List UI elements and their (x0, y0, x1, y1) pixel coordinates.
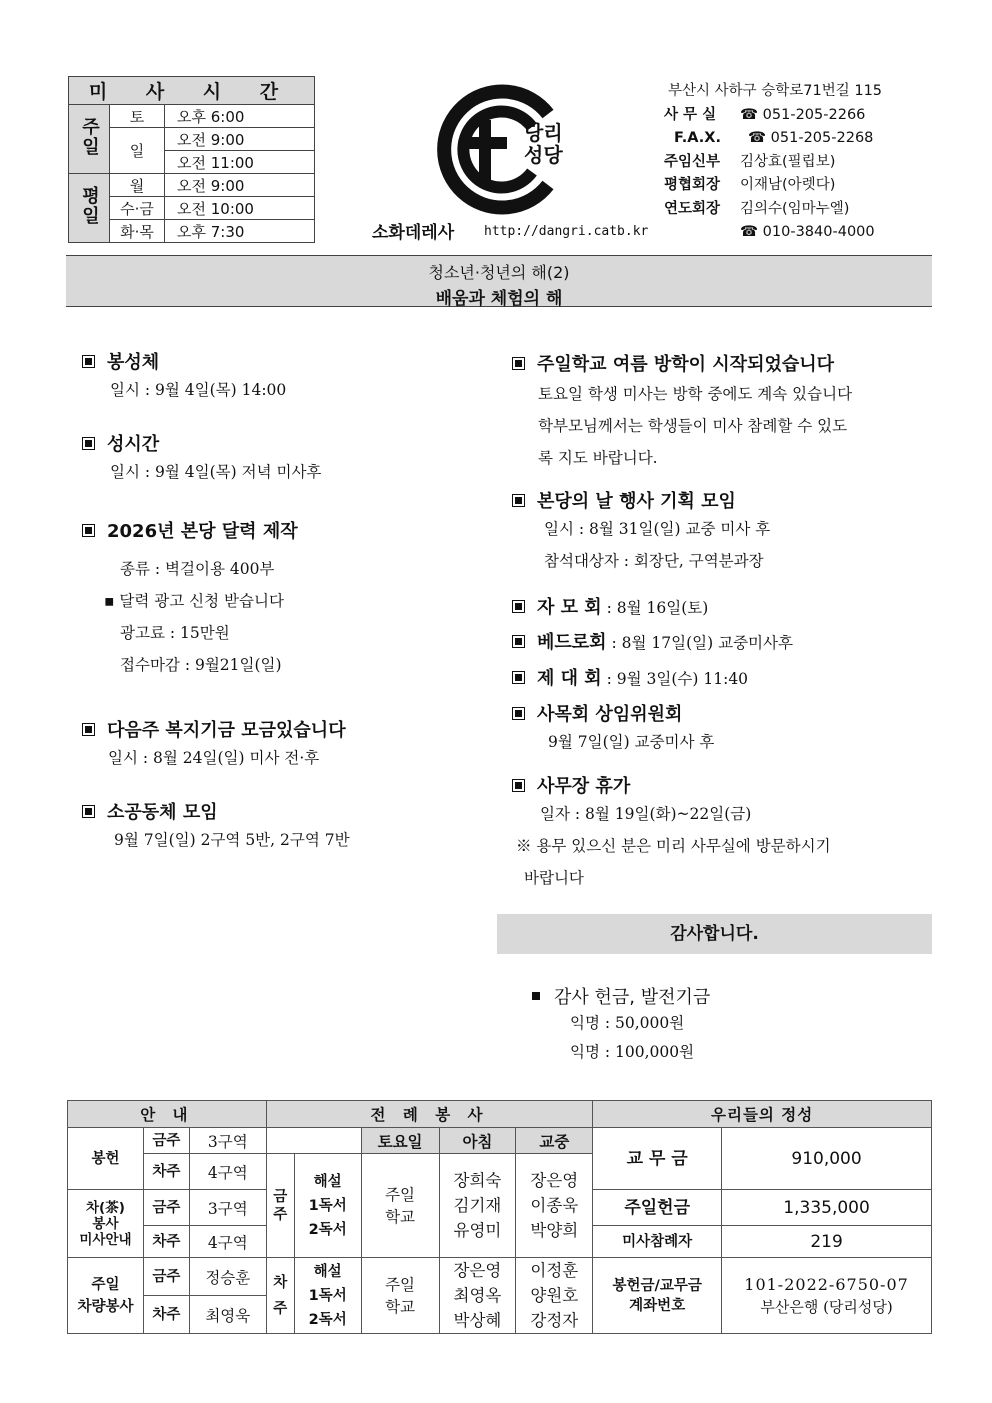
bullet-icon (512, 635, 525, 648)
mass-day: 일 (110, 128, 165, 174)
bullet-icon (82, 355, 95, 368)
theme-title: 배움과 체험의 해 (435, 289, 563, 309)
contact-block (664, 80, 882, 245)
this-week-label: 금주 (143, 1128, 189, 1154)
bongheon-this: 3구역 (189, 1128, 266, 1154)
col-morning: 아침 (439, 1128, 516, 1154)
this-week-label: 금주 (143, 1258, 189, 1296)
notice-mothers-group: 자 모 회 : 8월 16일(토) (512, 593, 708, 619)
liturgy-sat-this: 주일 학교 (361, 1154, 439, 1258)
bongheon-next: 4구역 (189, 1154, 266, 1190)
weekday-label: 평일 (69, 174, 110, 243)
blank-cell (266, 1128, 361, 1154)
notice-office-vacation: 사무장 휴가 일자 : 8월 19일(화)~22일(금) ※ 용무 있으신 분은 미리 사무실에 방문하시기 바랍니다 (512, 772, 831, 894)
mass-day: 수·금 (110, 197, 165, 220)
theme-year: 청소년·청년의 해(2) (428, 263, 570, 282)
value-account: 101-2022-6750-07 부산은행 (당리성당) (722, 1258, 932, 1334)
notice-welfare-fund: 다음주 복지기금 모금있습니다 일시 : 8월 24일(일) 미사 전·후 (82, 716, 346, 774)
next-week-label: 차주 (143, 1226, 189, 1258)
label-attendance: 미사참례자 (593, 1226, 722, 1258)
mass-time: 오전 10:00 (165, 197, 315, 220)
bullet-icon (512, 600, 525, 613)
svg-text:당리: 당리 (524, 121, 563, 145)
notice-altar-group: 제 대 회 : 9월 3일(수) 11:40 (512, 664, 748, 690)
service-table (67, 1100, 932, 1334)
value-sunday-offering: 1,335,000 (722, 1190, 932, 1226)
mass-times-table (68, 76, 315, 243)
notice-peter-group: 베드로회 : 8월 17일(일) 교중미사후 (512, 628, 793, 654)
mass-time: 오전 9:00 (165, 128, 315, 151)
bullet-icon (532, 992, 540, 1000)
parking-service-label: 주일 차량봉사 (68, 1258, 144, 1334)
notice-parish-day: 본당의 날 행사 기획 모임 일시 : 8월 31일(일) 교중 미사 후 참석대상자 : 회장단, 구역분과장 (512, 487, 770, 577)
notice-pastoral-council: 사목회 상임위원회 9월 7일(일) 교중미사 후 (512, 700, 714, 758)
notice-sunday-school: 주일학교 여름 방학이 시작되었습니다 토요일 학생 미사는 방학 중에도 계속 있습니다 학부모님께서는 학생들이 미사 참례할 수 있도 록 지도 바랍니다. (512, 350, 852, 474)
offering-header: 우리들의 정성 (593, 1101, 932, 1128)
bullet-icon (512, 671, 525, 684)
sunday-label: 주일 (69, 105, 110, 174)
church-logo-icon (430, 82, 570, 217)
this-week-liturgy-label: 금 주 (266, 1154, 294, 1258)
contact-row: 평협회장 이재남(아렛다) (664, 177, 836, 193)
tea-service-label: 차(茶) 봉사 미사안내 (68, 1190, 144, 1258)
value-gyomugeum: 910,000 (722, 1128, 932, 1190)
mass-day: 월 (110, 174, 165, 197)
notice-calendar: 2026년 본당 달력 제작 종류 : 벽걸이용 400부 ▪ 달력 광고 신청 받습니다 광고료 : 15만원 접수마감 : 9월21일(일) (82, 517, 298, 681)
bullet-icon (512, 357, 525, 370)
liturgy-header: 전 례 봉 사 (266, 1101, 593, 1128)
mass-time: 오후 6:00 (165, 105, 315, 128)
liturgy-sat-next: 주일 학교 (361, 1258, 439, 1334)
bongheon-label: 봉헌 (68, 1128, 144, 1190)
next-week-liturgy-label: 차 주 (266, 1258, 294, 1334)
thanks-banner: 감사합니다. (497, 914, 932, 954)
bullet-icon (512, 779, 525, 792)
svg-text:성당: 성당 (524, 143, 563, 167)
bullet-icon (82, 524, 95, 537)
contact-row: 주임신부 김상효(필립보) (664, 153, 836, 170)
parking-this: 정승훈 (189, 1258, 266, 1296)
mass-time: 오전 9:00 (165, 174, 315, 197)
liturgy-roles: 해설 1독서 2독서 (294, 1258, 361, 1334)
contact-row: 사 무 실 ☎ 051-205-2266 (664, 106, 866, 123)
liturgy-main-next: 이정훈 양원호 강정자 (516, 1258, 593, 1334)
mass-day: 화·목 (110, 220, 165, 243)
next-week-label: 차주 (143, 1296, 189, 1334)
parish-patron-name: 소화데레사 (372, 223, 455, 243)
liturgy-main-this: 장은영 이종욱 박양희 (516, 1154, 593, 1258)
parking-next: 최영욱 (189, 1296, 266, 1334)
parish-url-link[interactable]: http://dangri.catb.kr (484, 224, 649, 239)
mass-time: 오전 11:00 (165, 151, 315, 174)
value-attendance: 219 (722, 1226, 932, 1258)
bullet-icon (512, 494, 525, 507)
bullet-icon (82, 805, 95, 818)
label-gyomugeum: 교 무 금 (593, 1128, 722, 1190)
notice-holy-hour: 성시간 일시 : 9월 4일(목) 저녁 미사후 (82, 430, 321, 488)
mass-time: 오후 7:30 (165, 220, 315, 243)
bullet-icon (82, 723, 95, 736)
contact-row: F.A.X. ☎ 051-205-2268 (674, 130, 874, 146)
notice-small-community: 소공동체 모임 9월 7일(일) 2구역 5반, 2구역 7반 (82, 798, 350, 856)
this-week-label: 금주 (143, 1190, 189, 1226)
label-account: 봉헌금/교무금 계좌번호 (593, 1258, 722, 1334)
liturgy-morning-this: 장희숙 김기재 유영미 (439, 1154, 516, 1258)
liturgy-morning-next: 장은영 최영옥 박상혜 (439, 1258, 516, 1334)
tea-service-this: 3구역 (189, 1190, 266, 1226)
col-saturday: 토요일 (361, 1128, 439, 1154)
theme-banner (66, 255, 932, 307)
col-main-mass: 교중 (516, 1128, 593, 1154)
address: 부산시 사하구 승학로71번길 115 (668, 83, 883, 99)
notice-communion: 봉성체 일시 : 9월 4일(목) 14:00 (82, 348, 286, 406)
thanks-list: 감사 헌금, 발전기금 익명 : 50,000원 익명 : 100,000원 (532, 983, 710, 1067)
mass-day: 토 (110, 105, 165, 128)
contact-row: ☎ 010-3840-4000 (740, 224, 875, 240)
mass-times-title: 미 사 시 간 (69, 77, 315, 105)
liturgy-roles: 해설 1독서 2독서 (294, 1154, 361, 1258)
label-sunday-offering: 주일헌금 (593, 1190, 722, 1226)
bullet-icon (82, 437, 95, 450)
next-week-label: 차주 (143, 1154, 189, 1190)
tea-service-next: 4구역 (189, 1226, 266, 1258)
contact-row: 연도회장 김의수(임마누엘) (664, 200, 850, 217)
guide-header: 안 내 (68, 1101, 267, 1128)
bullet-icon (512, 707, 525, 720)
